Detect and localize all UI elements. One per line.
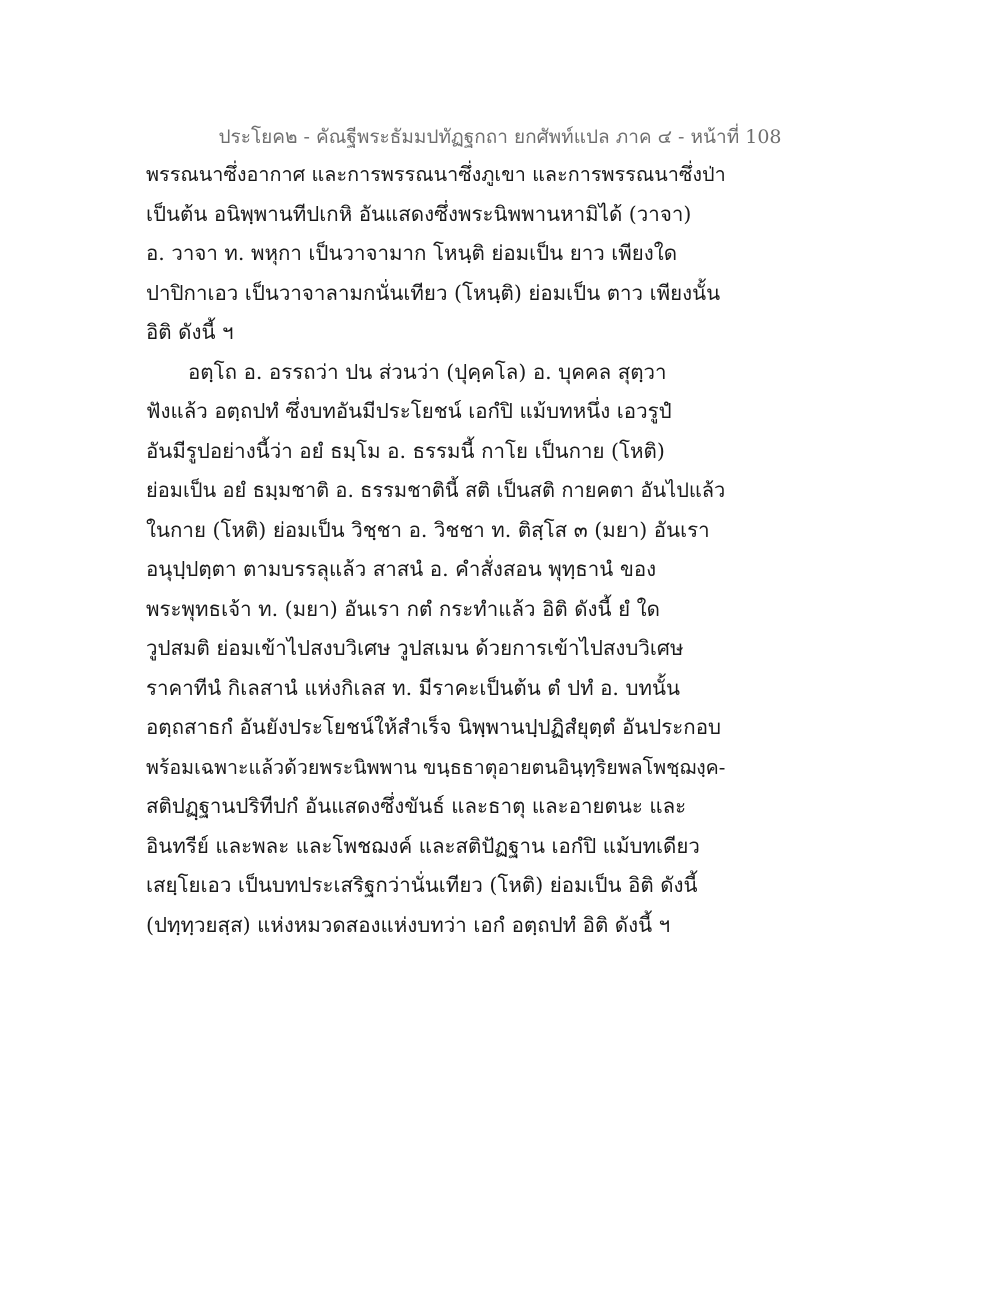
text-line: อันมีรูปอย่างนี้ว่า อยํ ธมฺโม อ. ธรรมนี้ กาโย เป็นกาย (โหติ)	[146, 438, 665, 463]
text-line: อิติ ดังนี้ ฯ	[146, 320, 234, 344]
text-line: พร้อมเฉพาะแล้วด้วยพระนิพพาน ขนฺธธาตุอายตนอินฺทฺริยพลโพชฺฌงฺค-	[146, 755, 726, 779]
text-line: อินทรีย์ และพละ และโพชฌงค์ และสติปัฏฐาน เอกํปิ แม้บทเดียว	[146, 833, 700, 858]
running-header: ประโยค๒ - คัณฐีพระธัมมปทัฏฐกถา ยกศัพท์แปล ภาค ๔ - หน้าที่ 108	[218, 126, 782, 148]
body-text	[146, 155, 726, 945]
text-line: ราคาทีนํ กิเลสานํ แห่งกิเลส ท. มีราคะเป็นต้น ตํ ปทํ อ. บทนั้น	[146, 675, 681, 700]
text-line: วูปสมติ ย่อมเข้าไปสงบวิเศษ วูปสเมน ด้วยการเข้าไปสงบวิเศษ	[146, 636, 684, 660]
text-line: อตฺโถ อ. อรรถว่า ปน ส่วนว่า (ปุคฺคโล) อ. บุคคล สุตฺวา	[188, 359, 667, 384]
text-line: อนุปฺปตฺตา ตามบรรลุแล้ว สาสนํ อ. คำสั่งสอน พุทฺธานํ ของ	[146, 557, 657, 581]
text-line: ฟังแล้ว อตฺถปทํ ซึ่งบทอันมีประโยชน์ เอกํปิ แม้บทหนึ่ง เอวรูปํ	[146, 399, 672, 423]
text-line: พรรณนาซึ่งอากาศ และการพรรณนาซึ่งภูเขา และการพรรณนาซึ่งป่า	[146, 163, 726, 186]
text-line: พระพุทธเจ้า ท. (มยา) อันเรา กตํ กระทำแล้ว อิติ ดังนี้ ยํ ใด	[146, 596, 660, 621]
text-line: อตฺถสาธกํ อันยังประโยชน์ให้สำเร็จ นิพฺพานปฺปฏิสํยุตฺตํ อันประกอบ	[146, 715, 722, 739]
text-line: สติปฏฺฐานปริทีปกํ อันแสดงซึ่งขันธ์ และธาตุ และอายตนะ และ	[146, 794, 687, 818]
text-line: อ. วาจา ท. พหุกา เป็นวาจามาก โหนฺติ ย่อมเป็น ยาว เพียงใด	[146, 241, 678, 265]
text-line: ปาปิกาเอว เป็นวาจาลามกนั่นเทียว (โหนฺติ) ย่อมเป็น ตาว เพียงนั้น	[146, 280, 721, 305]
text-line: (ปทฺทฺวยสฺส) แห่งหมวดสองแห่งบทว่า เอกํ อตฺถปทํ อิติ ดังนี้ ฯ	[146, 912, 671, 937]
paragraph-1	[146, 155, 726, 353]
text-line: ในกาย (โหติ) ย่อมเป็น วิชฺชา อ. วิชชา ท. ติสฺโส ๓ (มยา) อันเรา	[146, 517, 710, 542]
text-line: เป็นต้น อนิพฺพานทีปเกหิ อันแสดงซึ่งพระนิพพานหามิได้ (วาจา)	[146, 201, 692, 226]
text-line: เสยฺโยเอว เป็นบทประเสริฐกว่านั่นเทียว (โหติ) ย่อมเป็น อิติ ดังนี้	[146, 873, 698, 897]
paragraph-2	[146, 353, 726, 946]
text-line: ย่อมเป็น อยํ ธมฺมชาติ อ. ธรรมชาตินี้ สติ เป็นสติ กายคตา อันไปแล้ว	[146, 478, 726, 502]
